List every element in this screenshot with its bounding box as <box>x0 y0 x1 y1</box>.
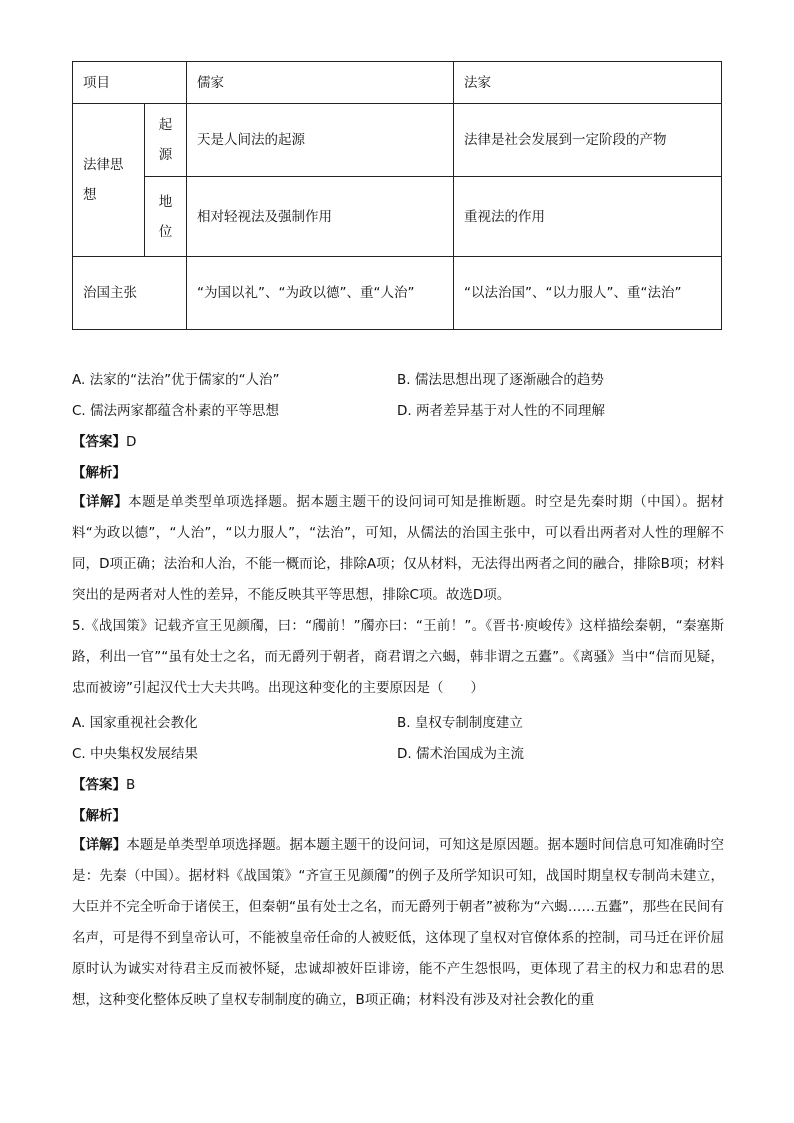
header-fa: 法家 <box>454 62 722 104</box>
q4-option-a: A. 法家的“法治”优于儒家的“人治” <box>72 372 280 388</box>
q5-detail-label: 【详解】 <box>72 837 127 853</box>
q5-option-d: D. 儒术治国成为主流 <box>397 746 524 762</box>
govern-fa: “以法治国”、“以力服人”、重“法治” <box>454 257 722 330</box>
header-ru: 儒家 <box>187 62 454 104</box>
q5-detail-text: 本题是单类型单项选择题。据本题主题干的设问词，可知这是原因题。据本题时间信息可知准确时空是：先秦（中国）。据材料《战国策》“齐宣王见颜斶”的例子及所学知识可知，战国时期皇权专制尚未建立，大臣并不完全听命于诸侯王，但秦朝“虽有处士之名，而无爵列于朝者”被称为“六蝎……五蠹”，那些在民间有名声，可是得不到皇帝认可，不能被皇帝任命的人被贬低，这体现了皇权对官僚体系的控制，司马迁在评价屈原时认为诚实对待君主反而被怀疑，忠诚却被奸臣诽谤，能不产生怨恨吗，更体现了君主的权力和忠君的思想，这种变化整体反映了皇权专制制度的确立，B项正确；材料没有涉及对社会教化的重 <box>72 837 725 1008</box>
table-row-status <box>73 177 722 257</box>
q5-answer <box>72 773 135 793</box>
table-header-row <box>73 62 722 104</box>
status-ru: 相对轻视法及强制作用 <box>187 177 454 257</box>
q4-option-b: B. 儒法思想出现了逐渐融合的趋势 <box>397 372 604 388</box>
table-row-govern <box>73 257 722 330</box>
q4-detail <box>72 487 724 611</box>
q5-stem: 5.《战国策》记载齐宣王见颜斶，曰：“斶前！”斶亦曰：“王前！”。《晋书·庾峻传》这样描绘秦朝，“秦塞斯路，利出一官”“虽有处士之名，而无爵列于朝者，商君谓之六蝎，韩非谓之五蠹”。《离骚》当中“信而见疑，忠而被谤”引起汉代士大夫共鸣。出现这种变化的主要原因是（ ） <box>72 618 724 696</box>
q5-option-a: A. 国家重视社会教化 <box>72 715 198 731</box>
table-row-origin <box>73 104 722 177</box>
origin-label: 起 源 <box>145 104 187 177</box>
status-label: 地 位 <box>145 177 187 257</box>
q5-detail <box>72 830 724 1016</box>
q5-analysis-label: 【解析】 <box>72 808 126 824</box>
q4-option-c: C. 儒法两家都蕴含朴素的平等思想 <box>72 403 280 419</box>
q4-answer-value: D <box>126 434 137 450</box>
q4-analysis-label: 【解析】 <box>72 465 126 481</box>
govern-label: 治国主张 <box>73 257 187 330</box>
q5-answer-value: B <box>126 777 136 793</box>
q4-answer-label: 【答案】 <box>72 434 126 450</box>
law-thought-label: 法律思想 <box>73 104 145 257</box>
origin-fa: 法律是社会发展到一定阶段的产物 <box>454 104 722 177</box>
header-item: 项目 <box>73 62 187 104</box>
q5-answer-label: 【答案】 <box>72 777 126 793</box>
q4-option-d: D. 两者差异基于对人性的不同理解 <box>397 403 605 419</box>
status-fa: 重视法的作用 <box>454 177 722 257</box>
q4-detail-label: 【详解】 <box>72 494 129 510</box>
govern-ru: “为国以礼”、“为政以德”、重“人治” <box>187 257 454 330</box>
comparison-table <box>72 61 722 330</box>
q5-option-c: C. 中央集权发展结果 <box>72 746 199 762</box>
origin-ru: 天是人间法的起源 <box>187 104 454 177</box>
q4-detail-text: 本题是单类型单项选择题。据本题主题干的设问词可知是推断题。时空是先秦时期（中国）。据材料“为政以德”，“人治”，“以力服人”，“法治”，可知，从儒法的治国主张中，可以看出两者对人性的理解不同，D项正确；法治和人治，不能一概而论，排除A项；仅从材料，无法得出两者之间的融合，排除B项；材料突出的是两者对人性的差异，不能反映其平等思想，排除C项。故选D项。 <box>72 494 724 603</box>
q5-option-b: B. 皇权专制制度建立 <box>397 715 523 731</box>
q4-answer <box>72 430 136 450</box>
